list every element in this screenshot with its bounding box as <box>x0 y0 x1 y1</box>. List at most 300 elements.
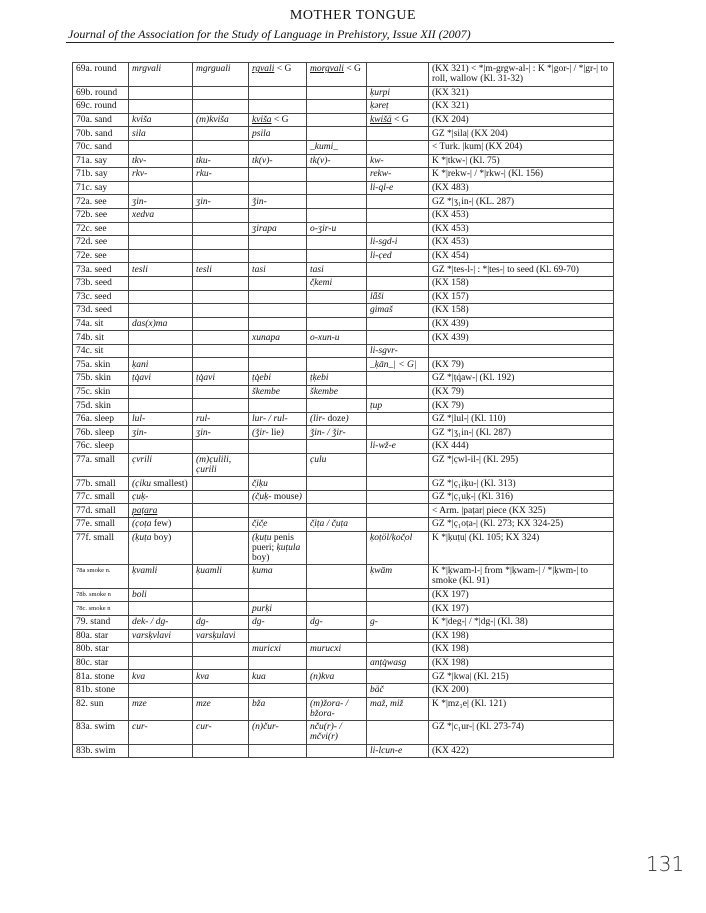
text-segment: xunapa <box>252 332 280 343</box>
text-segment: ṭq̇ebi <box>252 373 271 384</box>
cell-notes <box>429 236 614 250</box>
text-segment: (KX 158) <box>432 305 469 316</box>
cell-col-3 <box>249 721 307 745</box>
cell-gloss: 78a smoke n. <box>73 565 129 589</box>
cell-col-2 <box>193 477 249 491</box>
text-segment: li-c̣ed <box>370 251 392 262</box>
cell-col-2 <box>193 113 249 127</box>
cell-col-2 <box>193 426 249 440</box>
cell-col-3 <box>249 168 307 182</box>
cell-col-2 <box>193 195 249 209</box>
cell-col-4 <box>307 222 367 236</box>
cell-col-1 <box>129 317 193 331</box>
cell-col-2 <box>193 490 249 504</box>
cell-col-3 <box>249 331 307 345</box>
cell-col-3 <box>249 399 307 413</box>
text-segment: škembe <box>310 386 338 397</box>
text-segment: ṭḳebi <box>310 373 329 384</box>
text-segment: (c̣iku <box>132 478 151 489</box>
cell-col-5 <box>367 276 429 290</box>
text-segment: ʒin- <box>196 196 211 207</box>
cell-col-1 <box>129 531 193 565</box>
table-row <box>73 412 614 426</box>
cell-col-3 <box>249 86 307 100</box>
cell-notes <box>429 113 614 127</box>
cell-col-2 <box>193 154 249 168</box>
text-segment: tk(v)- <box>252 155 273 166</box>
text-segment: (KX 198) <box>432 630 469 641</box>
cell-notes <box>429 744 614 758</box>
table-row <box>73 426 614 440</box>
cell-col-1 <box>129 263 193 277</box>
cell-col-2 <box>193 683 249 697</box>
text-segment: varsḳvlavi <box>132 630 172 641</box>
cell-col-2 <box>193 331 249 345</box>
table-row <box>73 504 614 518</box>
cell-col-4 <box>307 721 367 745</box>
text-segment: č̣kemi <box>310 278 333 289</box>
text-segment: tesli <box>196 264 212 275</box>
cell-col-4 <box>307 263 367 277</box>
cell-col-3 <box>249 263 307 277</box>
table-row <box>73 331 614 345</box>
table-row <box>73 385 614 399</box>
cell-col-3 <box>249 290 307 304</box>
text-segment: li-sgvr- <box>370 346 398 357</box>
text-segment: (c̣oṭa <box>132 519 152 530</box>
cell-col-5 <box>367 127 429 141</box>
cell-col-4 <box>307 317 367 331</box>
text-segment: (KX 198) <box>432 658 469 669</box>
cell-col-2 <box>193 276 249 290</box>
cell-notes <box>429 290 614 304</box>
cell-gloss: 76a. sleep <box>73 412 129 426</box>
text-segment: (n)čur- <box>252 722 279 733</box>
text-segment: (KX 439) <box>432 332 469 343</box>
text-segment: č̣iṭa / č̣uṭa <box>310 519 348 530</box>
cell-col-4 <box>307 127 367 141</box>
cell-col-1 <box>129 385 193 399</box>
cell-gloss: 75a. skin <box>73 358 129 372</box>
header-rule <box>66 42 614 43</box>
cell-col-3 <box>249 304 307 318</box>
cell-col-2 <box>193 744 249 758</box>
text-segment: kviša <box>132 115 152 126</box>
cell-col-4 <box>307 86 367 100</box>
text-segment: kwišä <box>370 115 392 126</box>
cell-gloss: 77f. small <box>73 531 129 565</box>
cell-gloss: 69c. round <box>73 100 129 114</box>
text-segment: ʒin- <box>132 427 147 438</box>
text-segment: kw- <box>370 155 384 166</box>
cell-notes <box>429 358 614 372</box>
cell-col-2 <box>193 656 249 670</box>
cell-col-2 <box>193 208 249 222</box>
cell-gloss: 73a. seed <box>73 263 129 277</box>
cell-col-4 <box>307 518 367 532</box>
cell-col-1 <box>129 518 193 532</box>
cell-col-2 <box>193 168 249 182</box>
table-row <box>73 697 614 721</box>
cell-col-3 <box>249 697 307 721</box>
cell-col-4 <box>307 181 367 195</box>
table-row <box>73 399 614 413</box>
text-segment: (KX 453) <box>432 210 469 221</box>
text-segment: (KX 200) <box>432 685 469 696</box>
cell-col-5 <box>367 697 429 721</box>
table-row <box>73 86 614 100</box>
cell-col-1 <box>129 504 193 518</box>
table-row <box>73 276 614 290</box>
text-segment: (KX 157) <box>432 291 469 302</box>
text-segment: (n)kva <box>310 671 335 682</box>
table-row <box>73 602 614 616</box>
cell-notes: K *|tkw-| (Kl. 75) <box>429 154 614 168</box>
cell-col-1 <box>129 100 193 114</box>
text-segment: < G <box>391 115 409 126</box>
cell-col-5: _ḳān_| < G| <box>367 358 429 372</box>
cell-col-3 <box>249 518 307 532</box>
table-row <box>73 683 614 697</box>
text-segment: penis pueri; <box>252 532 294 553</box>
table-row <box>73 744 614 758</box>
cell-notes <box>429 385 614 399</box>
table-row <box>73 477 614 491</box>
cell-gloss: 80a. star <box>73 629 129 643</box>
cell-col-4 <box>307 168 367 182</box>
cell-gloss: 77c. small <box>73 490 129 504</box>
cell-notes <box>429 249 614 263</box>
cell-col-3 <box>249 440 307 454</box>
cell-gloss: 76c. sleep <box>73 440 129 454</box>
cell-col-2 <box>193 290 249 304</box>
table-row <box>73 181 614 195</box>
cell-col-2 <box>193 304 249 318</box>
cell-col-5 <box>367 643 429 657</box>
cell-col-4 <box>307 453 367 477</box>
cell-col-4 <box>307 490 367 504</box>
text-segment: boy) <box>151 532 172 543</box>
cell-gloss: 69a. round <box>73 63 129 87</box>
table-row <box>73 63 614 87</box>
cell-col-1 <box>129 181 193 195</box>
table-row <box>73 304 614 318</box>
text-segment: tesli <box>132 264 148 275</box>
cell-col-4 <box>307 656 367 670</box>
journal-subtitle: Journal of the Association for the Study of Language in Prehistory, Issue XII (2007) <box>68 27 471 41</box>
cell-notes: GZ *|c̣₁uḳ-| (Kl. 316) <box>429 490 614 504</box>
cell-gloss: 73c. seed <box>73 290 129 304</box>
text-segment: rekw- <box>370 169 392 180</box>
text-segment: škembe <box>252 386 280 397</box>
cell-col-1 <box>129 113 193 127</box>
cell-gloss: 80b. star <box>73 643 129 657</box>
text-segment: (KX 197) <box>432 590 469 601</box>
table-row <box>73 154 614 168</box>
cell-gloss: 78b. smoke n <box>73 588 129 602</box>
cell-col-3 <box>249 656 307 670</box>
text-segment: doze <box>325 414 346 425</box>
table-row <box>73 344 614 358</box>
cell-col-1 <box>129 629 193 643</box>
text-segment: kva <box>132 671 146 682</box>
cell-col-1 <box>129 276 193 290</box>
cell-notes: < Turk. |kum| (KX 204) <box>429 140 614 154</box>
table-row <box>73 643 614 657</box>
cell-col-2 <box>193 602 249 616</box>
text-segment: dg- <box>252 617 265 628</box>
text-segment: (KX 439) <box>432 318 469 329</box>
text-segment: boli <box>132 590 147 601</box>
text-segment: tasi <box>252 264 266 275</box>
text-segment: kua <box>252 671 266 682</box>
cell-col-5 <box>367 331 429 345</box>
cell-col-5 <box>367 721 429 745</box>
text-segment: ṭq̇avi <box>196 373 215 384</box>
cell-col-3 <box>249 317 307 331</box>
cell-gloss: 77e. small <box>73 518 129 532</box>
cell-notes: GZ *|c̣wl-il-| (Kl. 295) <box>429 453 614 477</box>
cell-col-2 <box>193 385 249 399</box>
table-row <box>73 670 614 684</box>
table-row <box>73 208 614 222</box>
text-segment: maž, miž <box>370 698 404 709</box>
cell-col-3 <box>249 372 307 386</box>
text-segment: mrgvali <box>132 64 162 75</box>
cell-col-4 <box>307 440 367 454</box>
cell-notes <box>429 86 614 100</box>
cell-col-4 <box>307 399 367 413</box>
cell-col-4: _kumi_ <box>307 140 367 154</box>
cell-col-5 <box>367 372 429 386</box>
cell-gloss: 72c. see <box>73 222 129 236</box>
table-row <box>73 222 614 236</box>
text-segment: ṭup <box>370 400 383 411</box>
cell-col-2 <box>193 412 249 426</box>
cell-col-2 <box>193 317 249 331</box>
cell-col-4 <box>307 602 367 616</box>
cell-col-5 <box>367 385 429 399</box>
cell-notes <box>429 440 614 454</box>
cell-col-1 <box>129 697 193 721</box>
cell-col-5 <box>367 140 429 154</box>
cell-col-3 <box>249 181 307 195</box>
cell-col-5 <box>367 602 429 616</box>
cell-col-2 <box>193 181 249 195</box>
cell-notes <box>429 100 614 114</box>
text-segment: li-ql-e <box>370 183 394 194</box>
text-segment: tkv- <box>132 155 147 166</box>
cell-col-5 <box>367 208 429 222</box>
cell-col-4 <box>307 426 367 440</box>
text-segment: ǯin- <box>252 196 267 207</box>
table-row <box>73 100 614 114</box>
cell-notes <box>429 656 614 670</box>
text-segment: (KX 453) <box>432 237 469 248</box>
text-segment: gimaš <box>370 305 393 316</box>
cell-gloss: 73d. seed <box>73 304 129 318</box>
cell-notes <box>429 588 614 602</box>
cell-col-1 <box>129 236 193 250</box>
text-segment: bža <box>252 698 266 709</box>
cell-col-5 <box>367 440 429 454</box>
cell-col-5 <box>367 344 429 358</box>
cell-gloss: 70b. sand <box>73 127 129 141</box>
text-segment: (KX 483) <box>432 183 469 194</box>
text-segment: boy) <box>252 552 270 563</box>
text-segment: (lir- <box>310 414 326 425</box>
cell-col-2 <box>193 518 249 532</box>
cell-col-4 <box>307 385 367 399</box>
cell-col-3 <box>249 236 307 250</box>
cell-col-1 <box>129 643 193 657</box>
text-segment: č̣iḳu <box>252 478 268 489</box>
text-segment: g- <box>370 617 378 628</box>
table-row <box>73 588 614 602</box>
table-row <box>73 358 614 372</box>
cell-col-3 <box>249 490 307 504</box>
cell-col-1 <box>129 290 193 304</box>
cell-col-2 <box>193 100 249 114</box>
text-segment: purḳi <box>252 603 273 614</box>
cell-notes: GZ *|ṭq̇aw-| (Kl. 192) <box>429 372 614 386</box>
cell-col-1 <box>129 304 193 318</box>
text-segment: lur- / rul- <box>252 414 288 425</box>
cell-col-4 <box>307 304 367 318</box>
text-segment: rgvali <box>252 64 275 75</box>
cell-col-4 <box>307 504 367 518</box>
text-segment: anṭq̇wasg <box>370 658 407 669</box>
cell-gloss: 81a. stone <box>73 670 129 684</box>
cell-col-2 <box>193 86 249 100</box>
cell-col-2 <box>193 721 249 745</box>
cell-col-2 <box>193 697 249 721</box>
cell-col-4 <box>307 744 367 758</box>
text-segment: kva <box>196 671 210 682</box>
cell-col-1 <box>129 127 193 141</box>
cell-col-1 <box>129 222 193 236</box>
cell-col-1 <box>129 721 193 745</box>
cell-col-4 <box>307 195 367 209</box>
table-row <box>73 249 614 263</box>
cell-col-4 <box>307 276 367 290</box>
cell-gloss: 71a. say <box>73 154 129 168</box>
cell-col-5 <box>367 304 429 318</box>
cell-col-4 <box>307 372 367 386</box>
cell-col-2 <box>193 670 249 684</box>
cell-notes: GZ *|c₁ur-| (Kl. 273-74) <box>429 721 614 745</box>
cell-gloss: 73b. seed <box>73 276 129 290</box>
cell-col-1 <box>129 331 193 345</box>
text-segment: lul- <box>132 414 146 425</box>
cell-notes: K *|ḳwam-l-| from *|ḳwam-| / *|ḳwm-| to smoke (Kl. 91) <box>429 565 614 589</box>
cell-gloss: 72b. see <box>73 208 129 222</box>
cell-col-4 <box>307 643 367 657</box>
cell-col-2 <box>193 372 249 386</box>
cell-notes <box>429 683 614 697</box>
cell-col-3 <box>249 63 307 87</box>
cell-col-3 <box>249 358 307 372</box>
cell-gloss: 71b. say <box>73 168 129 182</box>
text-segment: murucxi <box>310 644 342 655</box>
text-segment: (m)kviša <box>196 115 229 126</box>
cell-col-3 <box>249 643 307 657</box>
cell-col-3 <box>249 602 307 616</box>
cell-col-5 <box>367 154 429 168</box>
text-segment: (KX 454) <box>432 251 469 262</box>
cell-notes <box>429 399 614 413</box>
cell-col-1 <box>129 195 193 209</box>
table-row <box>73 565 614 589</box>
text-segment: das(x)ma <box>132 318 168 329</box>
table-row <box>73 168 614 182</box>
text-segment: mgrguali <box>196 64 231 75</box>
cell-col-3 <box>249 276 307 290</box>
cell-col-5 <box>367 100 429 114</box>
cell-col-1 <box>129 344 193 358</box>
cell-col-5 <box>367 453 429 477</box>
cell-col-5 <box>367 518 429 532</box>
table-row <box>73 263 614 277</box>
cell-notes: K *|rekw-| / *|rkw-| (Kl. 156) <box>429 168 614 182</box>
text-segment: (m)žora- / bžora- <box>310 698 349 719</box>
text-segment: tku- <box>196 155 211 166</box>
text-segment: (KX 321) <box>432 87 469 98</box>
cell-notes: GZ *|tes-l-| : *|tes-| to seed (Kl. 69-70) <box>429 263 614 277</box>
cell-col-5 <box>367 290 429 304</box>
cell-col-4 <box>307 670 367 684</box>
cell-col-1 <box>129 372 193 386</box>
text-segment: ) <box>280 427 284 438</box>
cell-col-1 <box>129 140 193 154</box>
cell-col-1 <box>129 412 193 426</box>
cell-col-2 <box>193 358 249 372</box>
cell-notes: K *|deg-| / *|dg-| (Kl. 38) <box>429 615 614 629</box>
cell-col-5 <box>367 168 429 182</box>
text-segment: kviša <box>252 115 272 126</box>
cell-gloss: 74a. sit <box>73 317 129 331</box>
cell-col-4 <box>307 412 367 426</box>
text-segment: (ḳuṭa <box>132 532 152 543</box>
text-segment: varsḳulavi <box>196 630 236 641</box>
cell-col-1 <box>129 168 193 182</box>
text-segment: dg- <box>196 617 209 628</box>
cell-col-5 <box>367 426 429 440</box>
table-row <box>73 615 614 629</box>
text-segment: bäč <box>370 685 384 696</box>
text-segment: (KX 79) <box>432 359 464 370</box>
cell-col-3 <box>249 412 307 426</box>
cell-col-3 <box>249 683 307 697</box>
cell-col-2 <box>193 222 249 236</box>
cell-col-4 <box>307 477 367 491</box>
cell-gloss: 83b. swim <box>73 744 129 758</box>
text-segment: (KX 321) <box>432 101 469 112</box>
cell-gloss: 82. sun <box>73 697 129 721</box>
text-segment: psila <box>252 128 271 139</box>
cell-gloss: 72e. see <box>73 249 129 263</box>
text-segment: nču(r)- / mčvi(r) <box>310 722 342 743</box>
table-row <box>73 317 614 331</box>
cell-col-3 <box>249 588 307 602</box>
cell-col-2 <box>193 399 249 413</box>
cell-col-1 <box>129 453 193 477</box>
cell-col-2 <box>193 565 249 589</box>
cell-col-5 <box>367 670 429 684</box>
cell-col-1 <box>129 588 193 602</box>
cell-col-4 <box>307 629 367 643</box>
cell-col-4 <box>307 113 367 127</box>
